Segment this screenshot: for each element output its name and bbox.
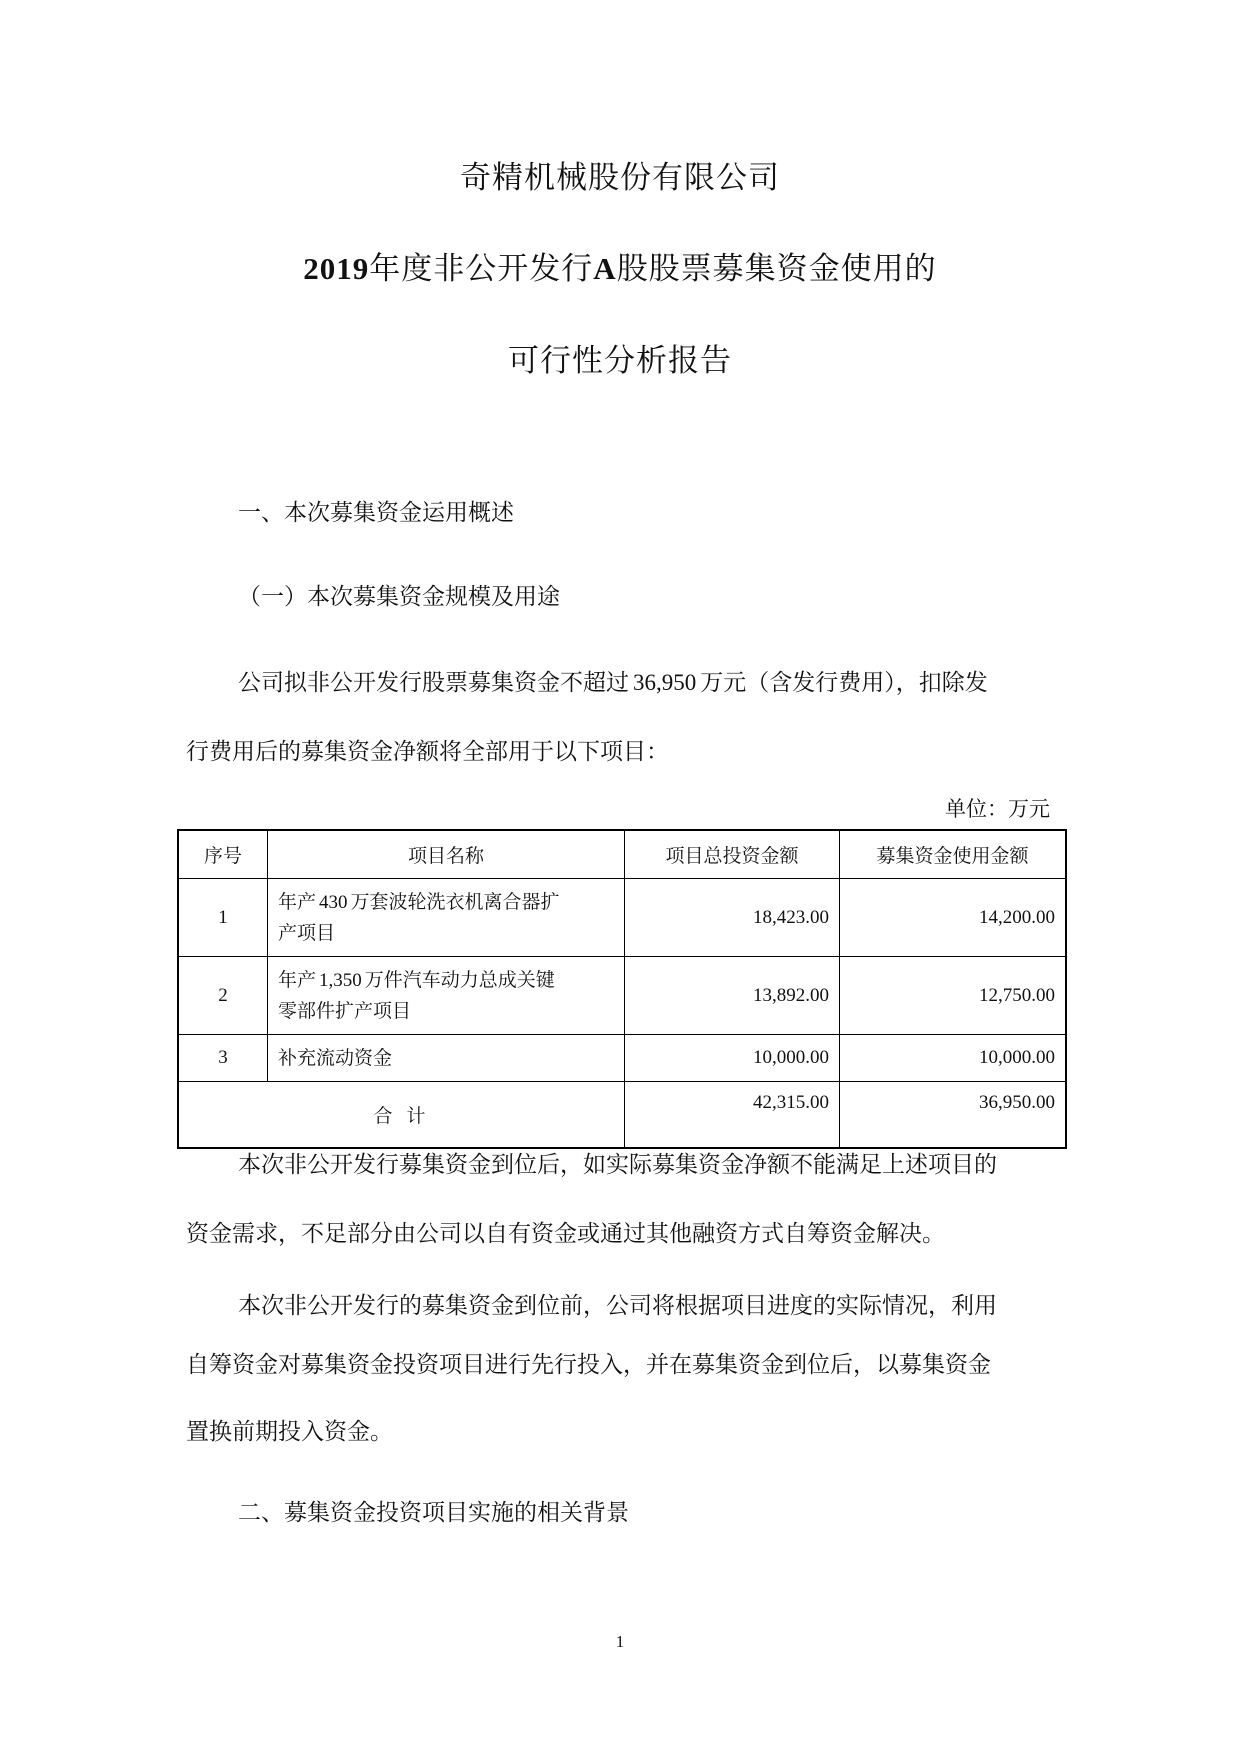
para1-text-b: 万元（含发行费用），扣除发 [700,670,988,696]
header-project-name: 项目名称 [268,830,625,879]
para1-text-a: 公司拟非公开发行股票募集资金不超过 [238,670,629,696]
para1-line2: 行费用后的募集资金净额将全部用于以下项目： [186,739,669,765]
row2-name-a: 年产 [278,968,317,991]
page-number: 1 [615,1632,625,1651]
row3-total: 10,000.00 [625,1035,840,1082]
para3-line2: 自筹资金对募集资金投资项目进行先行投入，并在募集资金到位后，以募集资金 [186,1352,991,1378]
para1-line1 [238,664,988,697]
para3-line1: 本次非公开发行的募集资金到位前，公司将根据项目进度的实际情况，利用 [238,1293,997,1319]
para2-line1: 本次非公开发行募集资金到位后，如实际募集资金净额不能满足上述项目的 [238,1152,997,1178]
row2-name-num: 1,350 [319,969,362,991]
row2-raised: 12,750.00 [840,957,1067,1035]
row2-total: 13,892.00 [625,957,840,1035]
row1-total: 18,423.00 [625,879,840,957]
row1-name-a: 年产 [278,890,317,913]
title-part-b: 股股票募集资金使用的 [616,251,937,287]
row2-name [268,957,625,1035]
table-header-row [178,830,1066,879]
para3-line3: 置换前期投入资金。 [186,1419,393,1445]
row2-seq: 2 [178,957,268,1035]
row1-name-l2: 产项目 [278,921,336,944]
row2-name-b: 万件汽车动力总成关键 [364,968,555,991]
row2-name-l2: 零部件扩产项目 [278,999,412,1022]
table-row [178,879,1066,957]
para2-line2: 资金需求，不足部分由公司以自有资金或通过其他融资方式自筹资金解决。 [186,1221,945,1247]
row1-raised: 14,200.00 [840,879,1067,957]
para1-amount: 36,950 [633,670,697,695]
fund-usage-table [177,829,1067,1149]
row1-name [268,879,625,957]
row3-raised: 10,000.00 [840,1035,1067,1082]
section2-heading: 二、募集资金投资项目实施的相关背景 [238,1500,629,1526]
doc-title-company: 奇精机械股份有限公司 [460,160,780,196]
header-total-investment: 项目总投资金额 [625,830,840,879]
table-row [178,1035,1066,1082]
title-year: 2019 [303,251,370,286]
sum-total: 42,315.00 [625,1082,840,1148]
row3-name: 补充流动资金 [268,1035,625,1082]
title-part-a: 年度非公开发行 [369,251,594,287]
header-raised-funds: 募集资金使用金额 [840,830,1067,879]
doc-title-line2 [0,243,1240,288]
sum-raised: 36,950.00 [840,1082,1067,1148]
title-letter: A [593,251,617,286]
table-sum-row [178,1082,1066,1148]
doc-title-line3: 可行性分析报告 [508,343,732,379]
header-seq: 序号 [178,830,268,879]
row1-name-num: 430 [319,891,348,913]
row3-seq: 3 [178,1035,268,1082]
row1-name-b: 万套波轮洗衣机离合器扩 [350,890,560,913]
section1-heading: 一、本次募集资金运用概述 [238,500,514,526]
unit-label: 单位：万元 [945,797,1050,821]
section1-subheading: （一）本次募集资金规模及用途 [238,584,560,610]
sum-label: 合 计 [178,1082,625,1148]
row1-seq: 1 [178,879,268,957]
table-row [178,957,1066,1035]
